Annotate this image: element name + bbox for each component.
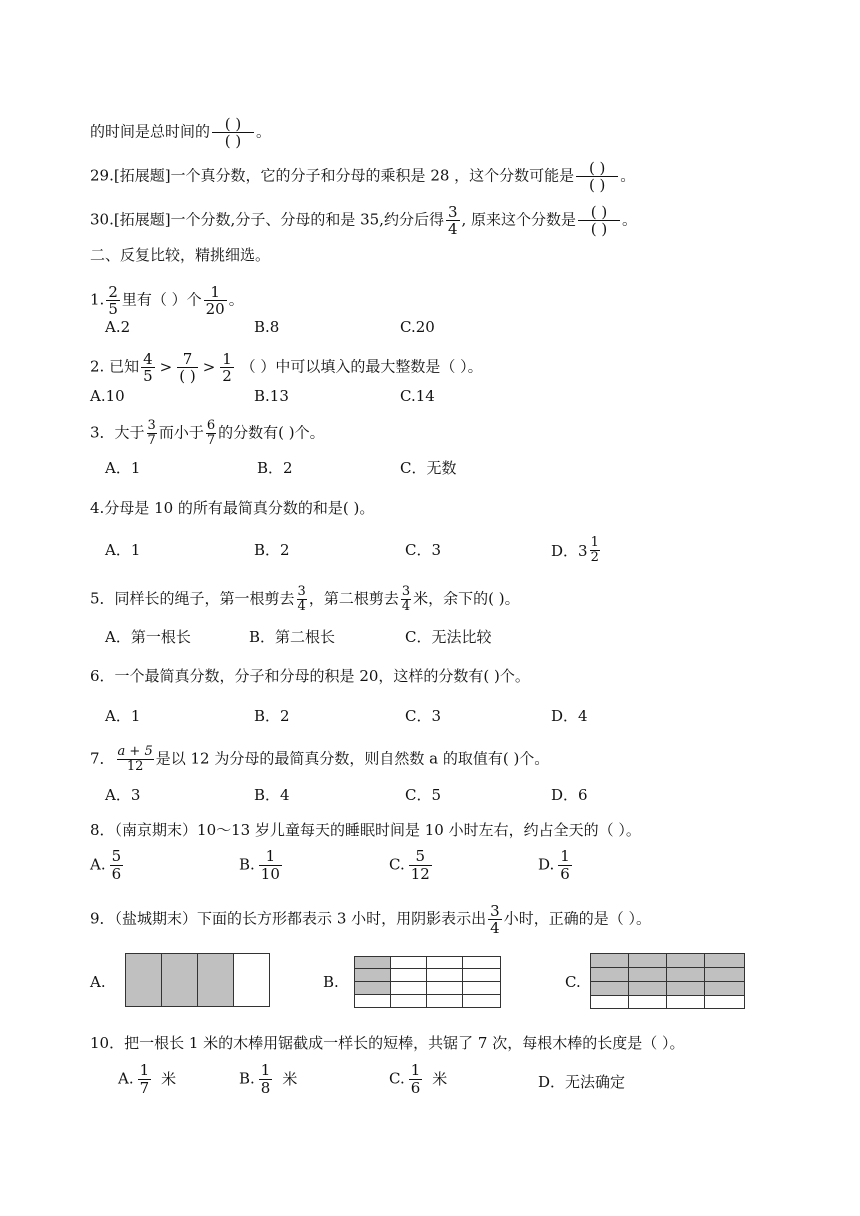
q1-fraction-a (106, 284, 120, 317)
q9-c-cell (590, 981, 629, 996)
q7-option-c[interactable]: C．5 (405, 786, 442, 804)
q29-blank-num: ( ) (588, 159, 606, 177)
q30-fnum: 3 (447, 203, 458, 221)
q9-option-a-label[interactable]: A. (90, 973, 106, 991)
q30-end: 。 (622, 210, 638, 229)
q9-figure-a[interactable] (125, 953, 270, 1007)
q9-c-cell (666, 981, 705, 996)
q10-text: 10．把一根长 1 米的木棒用锯截成一样长的短棒，共锯了 7 次，每根木棒的长度是（ ）。 (90, 1034, 685, 1052)
q2-c-den: 2 (222, 367, 232, 385)
q2-b-num: 7 (182, 350, 193, 368)
q2-fraction-c (220, 351, 234, 384)
q5-option-a[interactable]: A．第一根长 (105, 628, 191, 646)
q6-option-c[interactable]: C．3 (405, 707, 442, 725)
q10-option-c[interactable] (389, 1062, 447, 1097)
q9-a-cell (125, 953, 162, 1007)
q4-option-b[interactable]: B．2 (254, 541, 290, 559)
q9-c-cell (628, 967, 667, 982)
q30-blank-fraction (578, 204, 620, 237)
q2-tail: （ ）中可以填入的最大整数是（ ）。 (235, 357, 483, 376)
q3-fraction-b (206, 419, 216, 448)
q5-a-den: 4 (297, 599, 306, 614)
q9-c-cell (590, 995, 629, 1009)
q1-option-a[interactable]: A.2 (105, 318, 131, 336)
q9-b-cell (390, 968, 427, 982)
q2-gt-1: > (159, 357, 173, 376)
q7-option-b[interactable]: B．4 (254, 786, 290, 804)
q8-b-num: 1 (265, 847, 276, 865)
q5-tail: 米，余下的( )。 (413, 589, 520, 608)
q5 (90, 585, 520, 614)
q4 (90, 498, 374, 518)
q5-fraction-a (297, 585, 307, 614)
q10-b-label: B. (239, 1069, 255, 1088)
q1-b-den: 20 (205, 300, 225, 318)
q7 (90, 745, 549, 774)
q28-blank-den: ( ) (212, 132, 254, 149)
q3-a-num: 3 (147, 418, 156, 433)
q9-b-cell (354, 994, 391, 1008)
q10 (90, 1033, 685, 1053)
q2-fraction-a (141, 351, 155, 384)
q1-a-den: 5 (108, 300, 118, 318)
q9-c-cell (590, 953, 629, 968)
q8-option-b[interactable] (239, 848, 286, 883)
q9-a-cell (233, 953, 270, 1007)
q9-den: 4 (490, 919, 500, 937)
q28-blank-fraction (212, 116, 254, 149)
q4-text: 4.分母是 10 的所有最简真分数的和是( )。 (90, 499, 375, 517)
q8-c-num: 5 (415, 847, 426, 865)
q7-fraction (117, 745, 154, 774)
q8-text: 8．（南京期末）10～13 岁儿童每天的睡眠时间是 10 小时左右，约占全天的（ ）。 (90, 821, 641, 839)
q9-b-cell (426, 968, 463, 982)
q9-option-b-label[interactable]: B. (323, 973, 339, 991)
q2-option-a[interactable]: A.10 (90, 387, 125, 405)
q1-number: 1. (90, 290, 105, 309)
q1-b-num: 1 (210, 283, 220, 301)
q2 (90, 351, 483, 384)
q4-option-a[interactable]: A．1 (105, 541, 141, 559)
q3-fraction-a (147, 419, 157, 448)
q28-end: 。 (256, 122, 272, 141)
q4-option-c[interactable]: C．3 (405, 541, 442, 559)
q8-d-fraction (558, 848, 572, 883)
q2-fraction-b (177, 351, 197, 384)
q8-a-fraction (110, 848, 124, 883)
q2-lead: 2. 已知 (90, 357, 140, 376)
q3-option-c[interactable]: C．无数 (400, 459, 457, 477)
q7-option-a[interactable]: A．3 (105, 786, 141, 804)
q9-b-cell (462, 968, 501, 982)
q7-lead: 7． (90, 749, 115, 768)
q9-c-cell (666, 953, 705, 968)
q5-a-num: 3 (297, 584, 306, 599)
q28-blank-num: ( ) (224, 115, 242, 133)
q1-a-num: 2 (108, 283, 118, 301)
q4-option-d-fraction (590, 536, 600, 565)
q4-option-d-label: D．3 (551, 541, 588, 560)
q8 (90, 820, 641, 840)
q10-c-label: C. (389, 1069, 405, 1088)
q8-a-label: A. (90, 855, 106, 874)
q30-mid: , 原来这个分数是 (461, 210, 577, 229)
q5-lead: 5．同样长的绳子，第一根剪去 (90, 589, 295, 608)
q9-option-c-label[interactable]: C. (565, 973, 581, 991)
q3-b-num: 6 (206, 418, 216, 433)
q8-a-num: 5 (111, 847, 122, 865)
q8-option-a[interactable] (90, 848, 127, 883)
q9-b-cell (354, 968, 391, 982)
q7-num: a + 5 (117, 744, 153, 759)
q2-option-b[interactable]: B.13 (254, 387, 289, 405)
q9-c-cell (704, 981, 745, 996)
q1-option-b[interactable]: B.8 (254, 318, 280, 336)
q3-lead: 3．大于 (90, 423, 145, 442)
q8-b-den: 10 (260, 865, 280, 883)
q2-option-c[interactable]: C.14 (400, 387, 435, 405)
q9-figure-b[interactable] (354, 956, 501, 1008)
q9-c-cell (666, 995, 705, 1009)
q9-b-cell (426, 981, 463, 995)
q4-d-num: 1 (590, 535, 599, 550)
q10-a-fraction (138, 1062, 152, 1097)
q5-mid: ，第二根剪去 (308, 589, 399, 608)
q10-a-num: 1 (139, 1061, 150, 1079)
q9-c-cell (628, 981, 667, 996)
q9-num: 3 (490, 902, 500, 920)
q30-text: 30.[拓展题]一个分数,分子、分母的和是 35,约分后得 (90, 210, 444, 229)
q9-c-cell (666, 967, 705, 982)
q2-b-den: ( ) (179, 367, 196, 385)
q6-text: 6．一个最简真分数，分子和分母的积是 20，这样的分数有( )个。 (90, 667, 530, 685)
q9-figure-c[interactable] (590, 953, 745, 1009)
q2-c-num: 1 (222, 350, 232, 368)
q9-b-cell (462, 981, 501, 995)
q29-text: 29.[拓展题]一个真分数，它的分子和分母的乘积是 28 ，这个分数可能是 (90, 166, 575, 185)
q8-option-c[interactable] (389, 848, 436, 883)
q10-b-num: 1 (260, 1061, 271, 1079)
q3 (90, 419, 325, 448)
q30-blank-den: ( ) (578, 220, 620, 237)
q8-d-label: D. (538, 855, 555, 874)
q9-b-cell (462, 994, 501, 1008)
q10-option-a[interactable] (118, 1062, 176, 1097)
q8-b-label: B. (239, 855, 255, 874)
q3-option-a[interactable]: A．1 (105, 459, 141, 477)
q8-option-d[interactable] (538, 848, 576, 883)
q9-b-cell (426, 994, 463, 1008)
q10-option-b[interactable] (239, 1062, 297, 1097)
q8-c-label: C. (389, 855, 405, 874)
q28-tail (90, 116, 271, 149)
q29-blank-den: ( ) (576, 176, 618, 193)
q29-blank-fraction (576, 160, 618, 193)
q30-blank-num: ( ) (590, 203, 608, 221)
q10-a-unit: 米 (161, 1069, 177, 1088)
q3-option-b[interactable]: B．2 (257, 459, 293, 477)
q3-b-den: 7 (206, 433, 216, 448)
q10-a-den: 7 (139, 1079, 150, 1097)
q10-option-d[interactable]: D．无法确定 (538, 1073, 626, 1091)
q1-fraction-b (204, 284, 227, 317)
q6-option-b[interactable]: B．2 (254, 707, 290, 725)
q5-option-b[interactable]: B．第二根长 (249, 628, 336, 646)
q9-c-cell (704, 967, 745, 982)
q7-option-d[interactable]: D．6 (551, 786, 588, 804)
q30-fden: 4 (447, 220, 458, 238)
q7-tail: 是以 12 为分母的最简真分数，则自然数 a 的取值有( )个。 (155, 749, 550, 768)
q1-option-c[interactable]: C.20 (400, 318, 435, 336)
q30-fraction (446, 204, 460, 237)
q9-b-cell (354, 981, 391, 995)
q6 (90, 666, 530, 686)
q29 (90, 160, 635, 193)
q29-end: 。 (620, 166, 636, 185)
q8-c-fraction (409, 848, 432, 883)
q9-tail: 小时，正确的是（ ）。 (503, 909, 651, 928)
q9-c-cell (628, 995, 667, 1009)
q5-b-den: 4 (401, 599, 411, 614)
q5-fraction-b (401, 585, 411, 614)
q4-option-d[interactable] (551, 536, 602, 565)
q1-end: 。 (228, 290, 244, 309)
q2-gt-2: > (202, 357, 216, 376)
q8-a-den: 6 (111, 865, 122, 883)
q3-mid: 而小于 (158, 423, 204, 442)
q10-b-fraction (259, 1062, 273, 1097)
q9-b-cell (390, 981, 427, 995)
q9-b-cell (390, 994, 427, 1008)
q5-b-num: 3 (401, 584, 411, 599)
q9-c-cell (590, 967, 629, 982)
q9-c-cell (628, 953, 667, 968)
q9-c-cell (704, 953, 745, 968)
q10-b-den: 8 (260, 1079, 271, 1097)
q10-a-label: A. (118, 1069, 134, 1088)
q10-c-num: 1 (410, 1061, 421, 1079)
section-heading: 二、反复比较，精挑细选。 (90, 246, 271, 264)
q8-d-num: 1 (560, 847, 570, 865)
q6-option-a[interactable]: A．1 (105, 707, 141, 725)
q30 (90, 204, 637, 237)
q10-b-unit: 米 (282, 1069, 298, 1088)
q7-den: 12 (117, 759, 154, 774)
q1 (90, 284, 244, 317)
q4-d-den: 2 (590, 550, 599, 565)
q8-b-fraction (259, 848, 282, 883)
q28-text: 的时间是总时间的 (90, 122, 211, 141)
q10-c-den: 6 (410, 1079, 421, 1097)
q1-text: 里有（ ）个 (121, 290, 202, 309)
q5-option-c[interactable]: C．无法比较 (405, 628, 492, 646)
q2-a-num: 4 (143, 350, 153, 368)
q9-c-cell (704, 995, 745, 1009)
q2-a-den: 5 (143, 367, 153, 385)
q9-a-cell (161, 953, 198, 1007)
q9-lead: 9．（盐城期末）下面的长方形都表示 3 小时，用阴影表示出 (90, 909, 487, 928)
q10-c-fraction (409, 1062, 423, 1097)
q9-fraction (488, 903, 502, 936)
q8-d-den: 6 (560, 865, 570, 883)
q6-option-d[interactable]: D．4 (551, 707, 588, 725)
q9-a-cell (197, 953, 234, 1007)
q3-tail: 的分数有( )个。 (218, 423, 325, 442)
q8-c-den: 12 (410, 865, 430, 883)
q3-a-den: 7 (147, 433, 156, 448)
q9 (90, 903, 651, 936)
q10-c-unit: 米 (432, 1069, 448, 1088)
